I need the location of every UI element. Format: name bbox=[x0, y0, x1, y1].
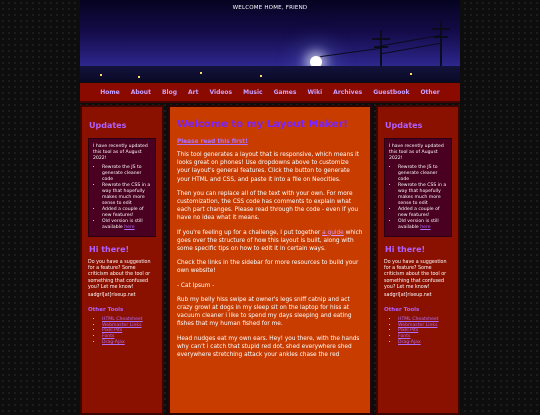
updates-heading: Updates bbox=[385, 121, 423, 130]
list-item bbox=[398, 340, 452, 346]
intro-paragraph: This tool generates a layout that is responsive, which means it looks great on phones! Use dropdowns above to customize your layout's general features. Click the button to generate your HTML and CSS, and paste it into a file on Neocities. bbox=[177, 152, 360, 183]
old-version-link[interactable]: here bbox=[420, 225, 431, 230]
site-title: WELCOME HOME, FRIEND bbox=[232, 5, 308, 11]
updates-box bbox=[384, 138, 452, 237]
nav-wiki[interactable]: Wiki bbox=[307, 88, 323, 96]
updates-list bbox=[389, 165, 447, 231]
main-content bbox=[168, 105, 372, 415]
tool-link[interactable]: HTML Cheatsheet bbox=[398, 317, 439, 323]
nav-other[interactable]: Other bbox=[420, 88, 440, 96]
list-item: • Rewrote the JS to generate cleaner code bbox=[102, 165, 151, 183]
list-item bbox=[102, 340, 156, 346]
other-tools-list bbox=[384, 317, 452, 345]
city-skyline bbox=[80, 66, 460, 82]
tool-link[interactable]: Drag-Ajax bbox=[102, 339, 125, 345]
list-item: • Added a couple of new features! bbox=[102, 207, 151, 219]
nav-music[interactable]: Music bbox=[243, 88, 263, 96]
page-container bbox=[80, 0, 460, 405]
updates-intro: I have recently updated this tool as of August 2022! bbox=[93, 144, 148, 161]
list-item: • Rewrote the CSS in a way that hopefully makes much more sense to edit bbox=[102, 183, 151, 207]
hi-heading: Hi there! bbox=[89, 245, 130, 254]
hi-text: Do you have a suggestion for a feature? Some criticism about the tool or something that confused you? Let me know! bbox=[88, 260, 151, 290]
cat-ipsum-paragraph: Rub my belly hiss swipe at owner's legs sniff catnip and act crazy growl at dogs in my sleep sit on the laptop for hiss at vacuum cleaner i like to spend my days sleeping and eating fishes that my human fished for me. bbox=[177, 296, 352, 328]
guide-paragraph: If you're feeling up for a challenge, I put together a guide which goes over the structure of how this layout is built, along with some specific tips on how to edit it in certain ways. bbox=[177, 229, 363, 253]
contact-email: sadgrl[at]riseup.net bbox=[88, 293, 136, 299]
tool-link[interactable]: Webmaster Links bbox=[102, 322, 142, 328]
hi-heading: Hi there! bbox=[385, 245, 426, 254]
guide-link[interactable]: a guide bbox=[322, 229, 344, 236]
tool-link[interactable]: Webmaster Links bbox=[398, 322, 438, 328]
cat-ipsum-label: - Cat Ipsum - bbox=[177, 282, 215, 289]
tool-link[interactable]: Fonts bbox=[398, 334, 411, 339]
cat-ipsum-paragraph-2: Head nudges eat my own ears. Hey! you there, with the hands why can't i catch that stupid red dot, shed everywhere shed everywhere stretching attack your ankles chase the red bbox=[177, 335, 360, 359]
updates-box bbox=[88, 138, 156, 237]
left-sidebar bbox=[80, 105, 164, 415]
updates-list bbox=[93, 165, 151, 231]
hi-text: Do you have a suggestion for a feature? Some criticism about the tool or something that confused you? Let me know! bbox=[384, 260, 447, 290]
list-item: • Old version is still available here bbox=[102, 219, 151, 231]
tool-link[interactable]: Pixel Pits bbox=[102, 328, 123, 334]
read-first-link[interactable]: Please read this first! bbox=[177, 139, 248, 145]
nav-archives[interactable]: Archives bbox=[333, 88, 363, 96]
nav-art[interactable]: Art bbox=[187, 88, 199, 96]
list-item: • Old version is still available here bbox=[398, 219, 447, 231]
page-title: Welcome to my Layout Maker! bbox=[177, 119, 348, 130]
nav-guestbook[interactable]: Guestbook bbox=[373, 88, 410, 96]
header-banner bbox=[80, 0, 460, 82]
nav-games[interactable]: Games bbox=[273, 88, 297, 96]
updates-heading: Updates bbox=[89, 121, 127, 130]
tool-link[interactable]: Fonts bbox=[102, 334, 115, 339]
resources-paragraph: Check the links in the sidebar for more resources to build your own website! bbox=[177, 260, 359, 275]
top-nav bbox=[80, 83, 460, 103]
other-tools-list bbox=[88, 317, 156, 345]
right-sidebar bbox=[376, 105, 460, 415]
other-tools-heading: Other Tools bbox=[88, 307, 124, 314]
tool-link[interactable]: HTML Cheatsheet bbox=[102, 317, 143, 323]
tool-link[interactable]: Drag-Ajax bbox=[398, 339, 421, 345]
nav-videos[interactable]: Videos bbox=[209, 88, 233, 96]
list-item: • Rewrote the CSS in a way that hopefully makes much more sense to edit bbox=[398, 183, 447, 207]
list-item: • Rewrote the JS to generate cleaner code bbox=[398, 165, 447, 183]
nav-home[interactable]: Home bbox=[100, 88, 120, 96]
tool-link[interactable]: Pixel Pits bbox=[398, 328, 419, 334]
contact-email: sadgrl[at]riseup.net bbox=[384, 293, 432, 299]
nav-about[interactable]: About bbox=[130, 88, 151, 96]
old-version-link[interactable]: here bbox=[124, 225, 135, 230]
updates-intro: I have recently updated this tool as of August 2022! bbox=[389, 144, 444, 161]
nav-blog[interactable]: Blog bbox=[161, 88, 177, 96]
customize-paragraph: Then you can replace all of the text with your own. For more customization, the CSS code has comments to explain what each part changes. Please read through the code - even if you have no idea what it means. bbox=[177, 190, 359, 222]
list-item: • Added a couple of new features! bbox=[398, 207, 447, 219]
other-tools-heading: Other Tools bbox=[384, 307, 420, 314]
